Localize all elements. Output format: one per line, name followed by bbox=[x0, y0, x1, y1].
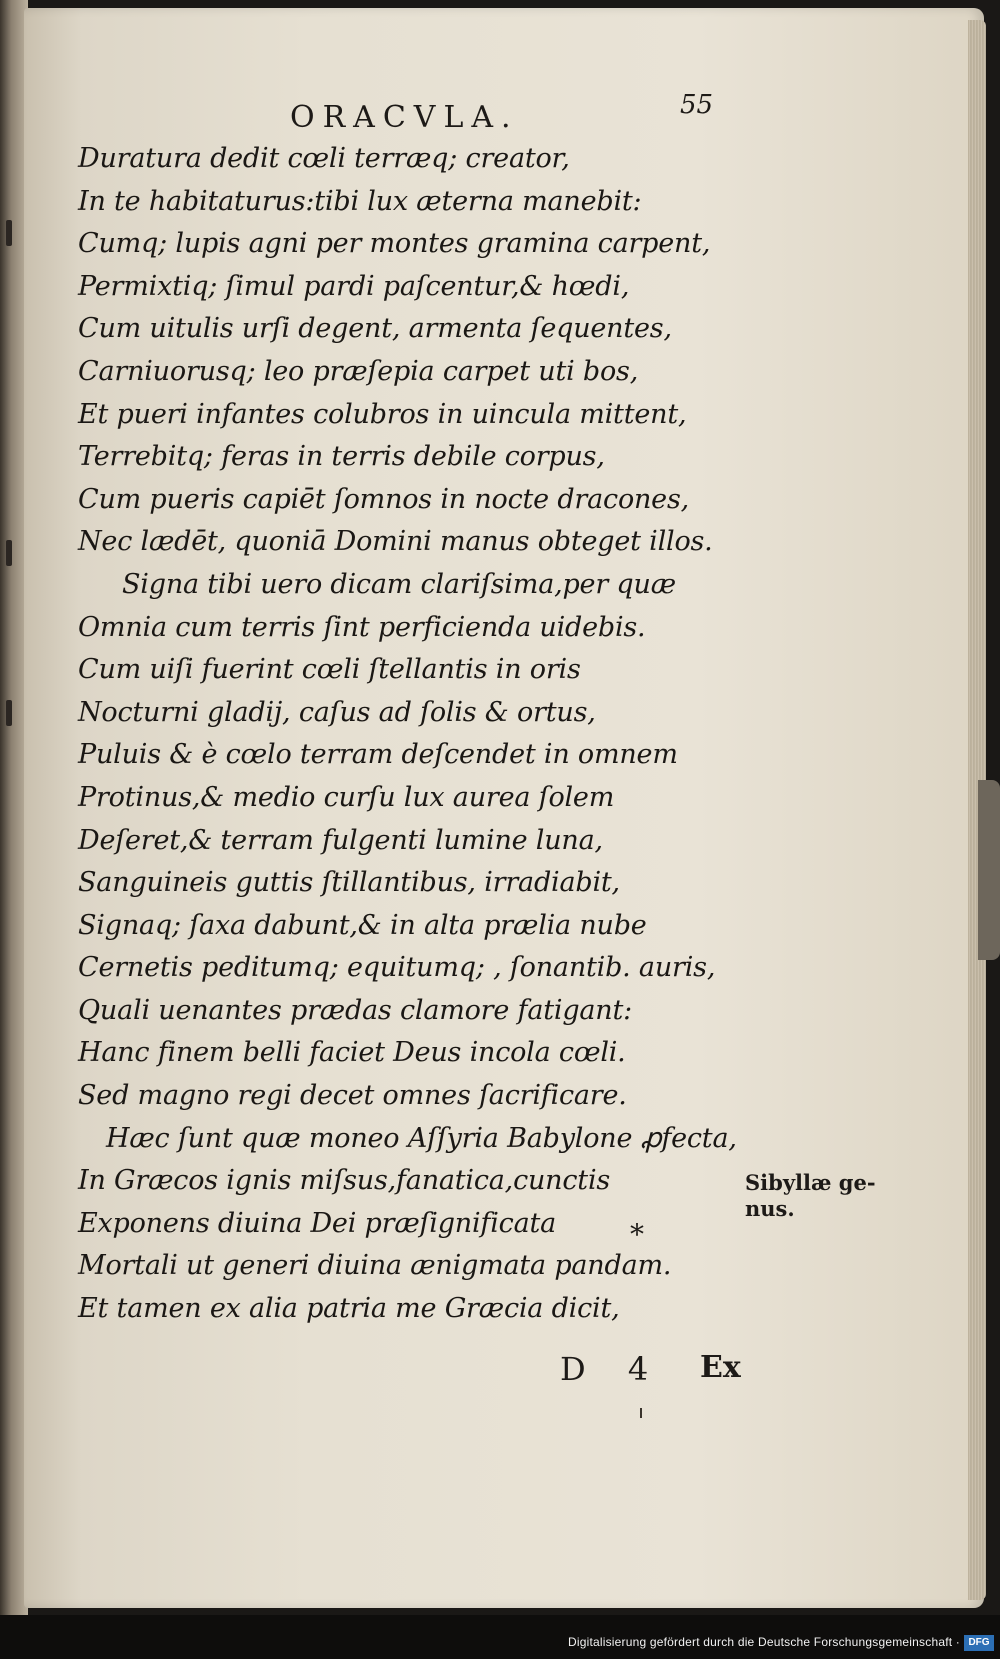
running-head: ORACVLA. bbox=[290, 100, 519, 135]
signature-mark: D 4 bbox=[560, 1350, 665, 1388]
verse-line: Signaq; ſaxa dabunt,& in alta prælia nube bbox=[78, 909, 647, 941]
verse-line: Et tamen ex alia patria me Græcia dicit, bbox=[78, 1293, 620, 1325]
verse-line: In te habitaturus:tibi lux æterna manebit: bbox=[78, 185, 642, 217]
verse-line: Nec lædēt, quoniā Domini manus obteget illos. bbox=[78, 526, 713, 558]
binding-mark bbox=[6, 540, 12, 566]
verse-line: Duratura dedit cœli terræq; creator, bbox=[78, 143, 570, 174]
catchword: Ex bbox=[700, 1350, 741, 1385]
verse-line: Cernetis peditumq; equitumq; , ſonantib. auris, bbox=[78, 952, 716, 984]
credit-bar bbox=[0, 1615, 1000, 1659]
clamp-tab bbox=[978, 780, 1000, 960]
verse-line: Deſeret,& terram fulgenti lumine luna, bbox=[78, 824, 603, 856]
verse-line: Quali uenantes prædas clamore fatigant: bbox=[78, 994, 633, 1026]
verse-line: In Græcos ignis miſsus,fanatica,cunctis bbox=[78, 1165, 611, 1197]
verse-line: Sanguineis guttis ſtillantibus, irradiabit, bbox=[78, 867, 620, 899]
verse-line: Cum uitulis urſi degent, armenta ſequentes, bbox=[78, 313, 672, 345]
verse-line: Hæc ſunt quæ moneo Aſſyria Babylone ꝓfecta, bbox=[106, 1122, 737, 1154]
verse-line: Sed magno regi decet omnes ſacrificare. bbox=[78, 1080, 627, 1112]
verse-line: Cum pueris capiēt ſomnos in nocte dracones, bbox=[78, 483, 690, 515]
verse-line: Cum uiſi fuerint cœli ſtellantis in oris bbox=[78, 654, 581, 686]
dfg-logo-icon: DFG bbox=[964, 1635, 994, 1651]
marginal-note-line: Sibyllæ ge- bbox=[745, 1170, 876, 1195]
verse-line: Cumq; lupis agni per montes gramina carpent, bbox=[78, 228, 711, 260]
binding-mark bbox=[6, 220, 12, 246]
verse-line: Exponens diuina Dei præſignificata bbox=[78, 1207, 557, 1239]
folio-number: 55 bbox=[680, 90, 714, 120]
verse-list bbox=[78, 138, 738, 1331]
verse-line: Mortali ut generi diuina ænigmata pandam. bbox=[78, 1250, 672, 1282]
binding-mark bbox=[6, 700, 12, 726]
verse-line: Carniuorusq; leo præſepia carpet uti bos, bbox=[78, 355, 639, 387]
verse-line: Omnia cum terris ſint perficienda uidebis. bbox=[78, 611, 646, 643]
verse-line: Et pueri infantes colubros in uincula mittent, bbox=[78, 398, 687, 430]
verse-line: Hanc finem belli faciet Deus incola cœli. bbox=[78, 1037, 626, 1069]
verse-line: Terrebitq; feras in terris debile corpus, bbox=[78, 441, 605, 473]
asterisk-mark: * bbox=[630, 1218, 644, 1251]
marginal-note bbox=[745, 1170, 876, 1222]
ink-speck bbox=[640, 1408, 642, 1418]
verse-line: Puluis & è cœlo terram deſcendet in omnem bbox=[78, 739, 678, 771]
marginal-note-line: nus. bbox=[745, 1196, 795, 1221]
verse-line: Protinus,& medio curſu lux aurea ſolem bbox=[78, 781, 615, 813]
verse-line: Permixtiq; ſimul pardi paſcentur,& hœdi, bbox=[78, 270, 630, 302]
verse-line: Signa tibi uero dicam clariſsima,per quæ bbox=[122, 568, 676, 600]
verse-line: Nocturni gladij, caſus ad ſolis & ortus, bbox=[78, 696, 596, 728]
funding-credit: Digitalisierung gefördert durch die Deutsche Forschungsgemeinschaft · bbox=[568, 1635, 960, 1649]
